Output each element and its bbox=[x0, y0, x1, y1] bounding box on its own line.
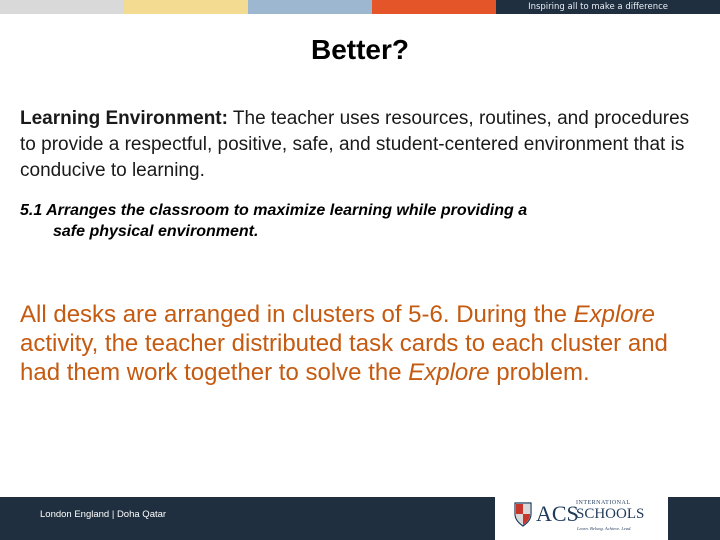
footer-locations: London England | Doha Qatar bbox=[40, 509, 167, 520]
logo-international: INTERNATIONAL bbox=[576, 500, 631, 506]
intro-text: The teacher uses resources, routines, and procedures to provide a respectful, positive, safe, and student-centered environment that is conducive to learning. bbox=[20, 108, 690, 181]
criterion-line-2: safe physical environment. bbox=[53, 223, 259, 240]
footer-right-panel bbox=[668, 497, 720, 540]
crest-icon bbox=[513, 501, 533, 527]
logo-motto: Learn. Belong. Achieve. Lead. bbox=[577, 526, 632, 531]
color-segment-grey bbox=[0, 0, 124, 14]
intro-label: Learning Environment: bbox=[20, 108, 228, 129]
evidence-part-3: problem. bbox=[489, 359, 590, 386]
evidence-explore-2: Explore bbox=[408, 359, 490, 386]
color-segment-navy bbox=[496, 0, 720, 14]
acs-logo bbox=[495, 497, 668, 540]
logo-schools: SCHOOLS bbox=[576, 506, 645, 522]
criterion-line-1: 5.1 Arranges the classroom to maximize learning while providing a bbox=[20, 202, 528, 219]
logo-acs: ACS bbox=[536, 501, 579, 526]
header-color-bar bbox=[0, 0, 720, 14]
slide-title: Better? bbox=[310, 34, 409, 65]
learning-environment-description bbox=[20, 106, 700, 184]
evidence-paragraph bbox=[20, 300, 700, 387]
evidence-explore-1: Explore bbox=[573, 301, 655, 328]
color-segment-yellow bbox=[124, 0, 248, 14]
color-segment-blue bbox=[248, 0, 372, 14]
evidence-part-1: All desks are arranged in clusters of 5-6. During the bbox=[20, 301, 574, 328]
evidence-part-2: activity, the teacher distributed task cards to each cluster and had them work together to solve the bbox=[20, 330, 668, 386]
color-segment-orange bbox=[372, 0, 496, 14]
footer-bar bbox=[0, 497, 720, 540]
header-tagline: Inspiring all to make a difference bbox=[528, 2, 668, 12]
criterion-5-1 bbox=[20, 200, 680, 242]
footer-left-panel bbox=[0, 497, 495, 540]
